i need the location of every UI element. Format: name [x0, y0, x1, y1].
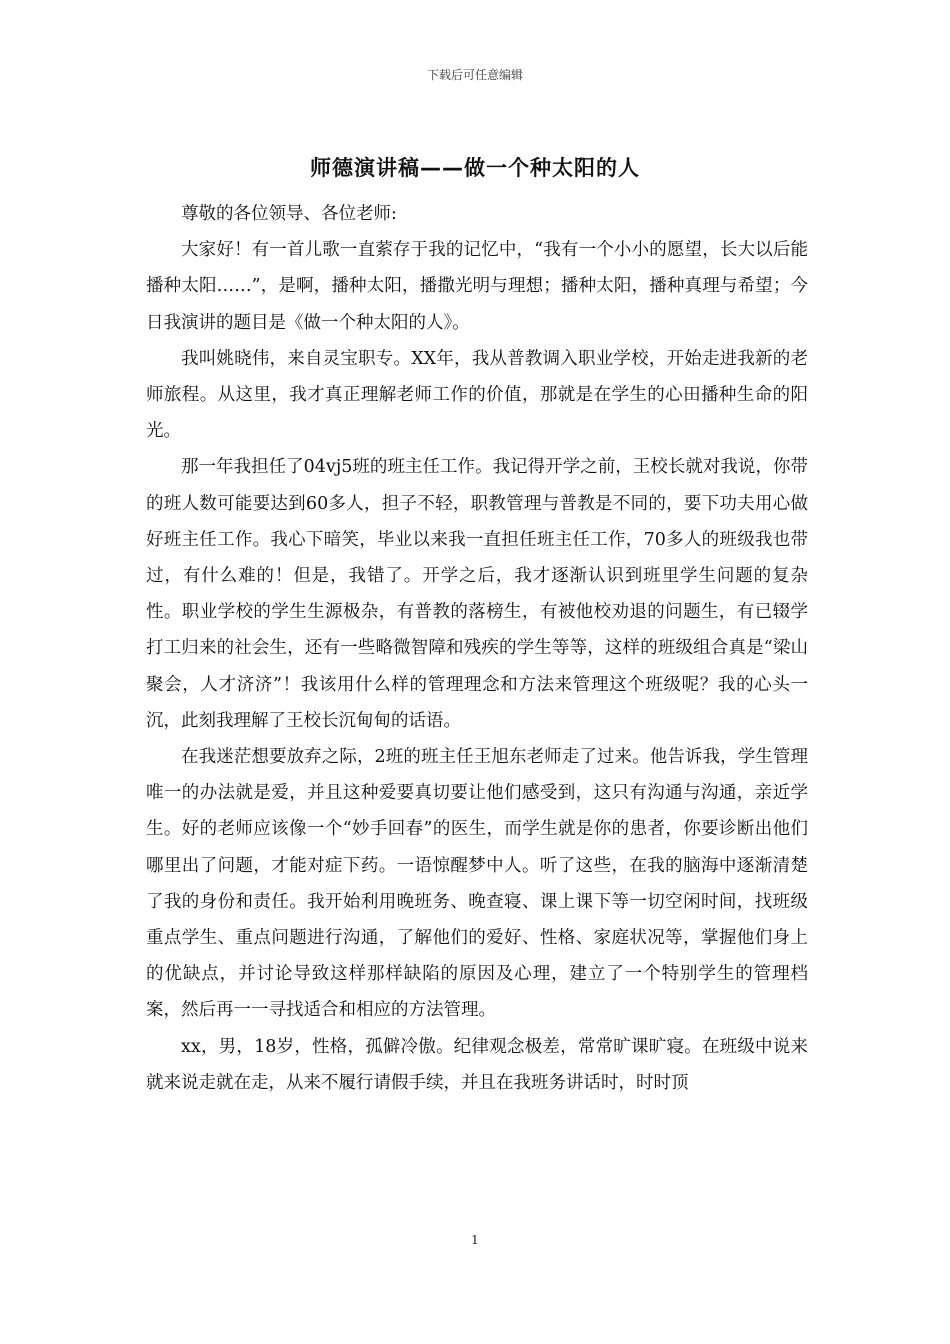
paragraph: 我叫姚晓伟，来自灵宝职专。XX年，我从普教调入职业学校，开始走进我新的老师旅程。从这里，我才真正理解老师工作的价值，那就是在学生的心田播种生命的阳光。 — [146, 348, 808, 442]
paragraph: 在我迷茫想要放弃之际，2班的班主任王旭东老师走了过来。他告诉我，学生管理唯一的办法就是爱，并且这种爱要真切要让他们感受到，这只有沟通与沟通，亲近学生。好的老师应该像一个“妙手回春”的医生，而学生就是你的患者，你要诊断出他们哪里出了问题，才能对症下药。一语惊醒梦中人。听了这些，在我的脑海中逐渐清楚了我的身份和责任。我开始利用晚班务、晚查寝、课上课下等一切空闲时间，找班级重点学生、重点问题进行沟通，了解他们的爱好、性格、家庭状况等，掌握他们身上的优缺点，并讨论导致这样那样缺陷的原因及心理，建立了一个特别学生的管理档案，然后再一一寻找适合和相应的方法管理。 — [146, 747, 808, 1021]
document-body — [146, 196, 808, 1101]
salutation: 尊敬的各位领导、各位老师: — [181, 204, 397, 224]
paragraph: xx，男，18岁，性格，孤僻冷傲。纪律观念极差，常常旷课旷寝。在班级中说来就来说走就在走，从来不履行请假手续，并且在我班务讲话时，时时顶 — [146, 1036, 808, 1093]
paragraph: 那一年我担任了04vj5班的班主任工作。我记得开学之前，王校长就对我说，你带的班人数可能要达到60多人，担子不轻，职教管理与普教是不同的，要下功夫用心做好班主任工作。我心下暗笑，毕业以来我一直担任班主任工作，70多人的班级我也带过，有什么难的！但是，我错了。开学之后，我才逐渐认识到班里学生问题的复杂性。职业学校的学生生源极杂，有普教的落榜生，有被他校劝退的问题生，有已辍学打工归来的社会生，还有一些略微智障和残疾的学生等等，这样的班级组合真是“梁山聚会，人才济济”！我该用什么样的管理理念和方法来管理这个班级呢？我的心头一沉，此刻我理解了王校长沉甸甸的话语。 — [146, 457, 808, 731]
paragraph: 大家好！有一首儿歌一直萦存于我的记忆中，“我有一个小小的愿望，长大以后能播种太阳……”，是啊，播种太阳，播撒光明与理想；播种太阳，播种真理与希望；今日我演讲的题目是《做一个种太阳的人》。 — [146, 240, 808, 333]
document-title: 师德演讲稿——做一个种太阳的人 — [310, 156, 640, 180]
page-number: 1 — [471, 1233, 479, 1247]
header-note: 下载后可任意编辑 — [426, 68, 523, 82]
